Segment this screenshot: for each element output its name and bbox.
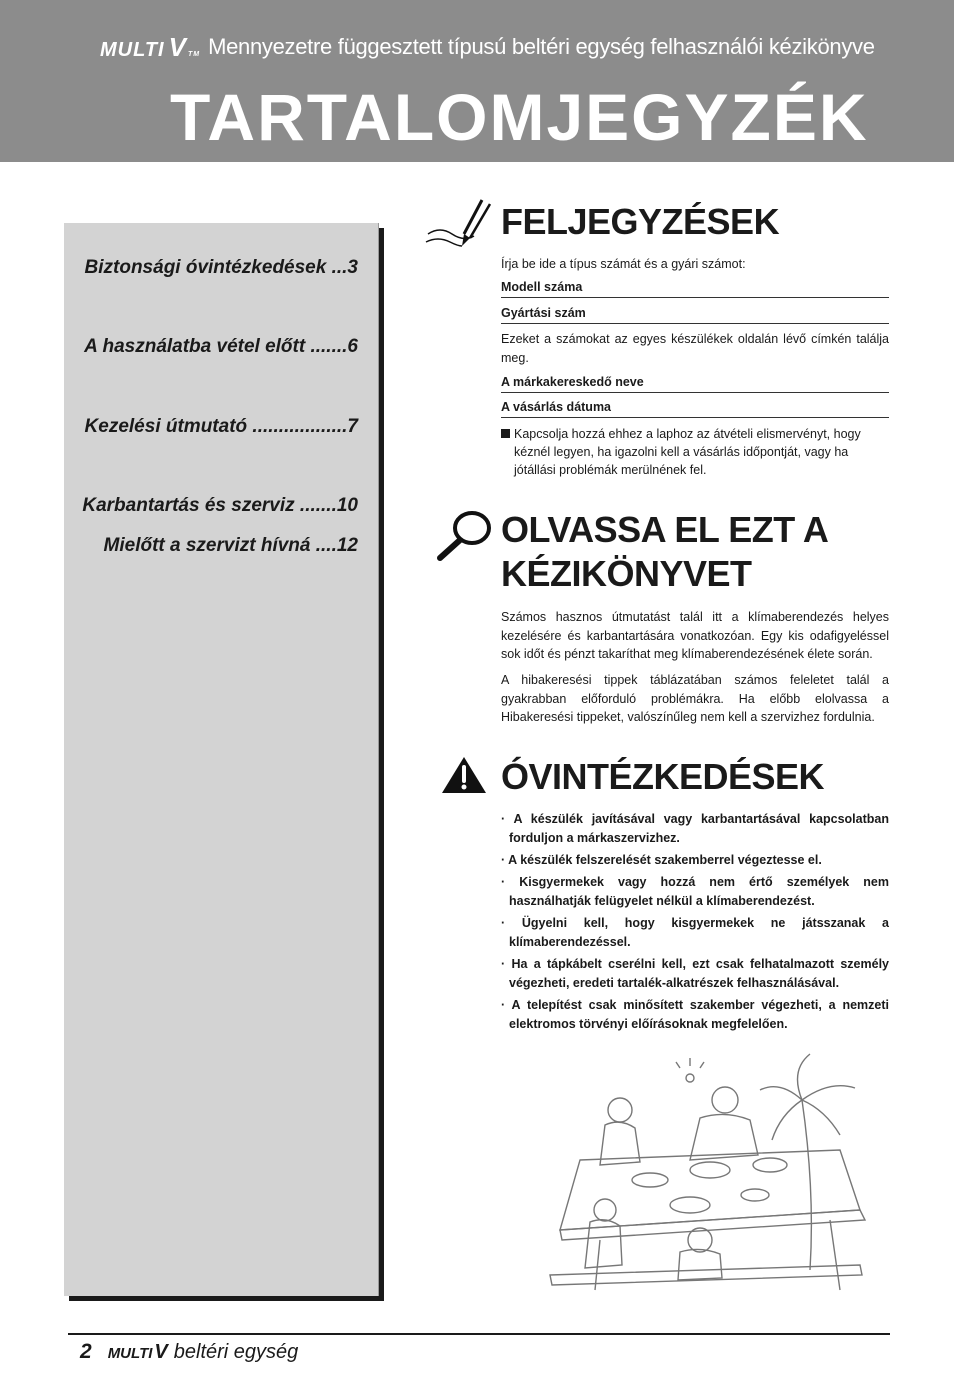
caution-list xyxy=(501,810,889,1037)
header-top-line xyxy=(100,30,875,64)
page-title: TARTALOMJEGYZÉK xyxy=(170,80,869,154)
toc-item-maintenance[interactable]: Karbantartás és szerviz .......10 xyxy=(82,495,358,516)
brand-logo xyxy=(100,32,200,63)
read-manual-title: OLVASSA EL EZT A KÉZIKÖNYVET xyxy=(501,509,828,594)
footer-brand-text: MULTI xyxy=(107,1345,153,1362)
header-subtitle: Mennyezetre függesztett típusú beltéri egység felhasználói kézikönyve xyxy=(208,34,875,59)
family-picnic-illustration xyxy=(540,1040,890,1310)
notes-intro: Írja be ide a típus számát és a gyári számot: xyxy=(501,257,746,271)
receipt-note-text: Kapcsolja hozzá ehhez a laphoz az átvételi elismervényt, hogy kéznél legyen, ha igazolni kell a vásárlás időpontját, vagy ha jótállási problémák merülnének fel. xyxy=(514,427,861,477)
pen-writing-icon xyxy=(424,196,494,252)
toc-item-before-use[interactable]: A használatba vétel előtt .......6 xyxy=(84,336,358,357)
caution-item: · A készülék felszerelését szakemberrel végeztesse el. xyxy=(501,851,889,870)
dealer-name-field[interactable]: A márkakereskedő neve xyxy=(501,375,889,393)
brand-logo-tm: TM xyxy=(187,50,201,58)
footer-divider xyxy=(68,1333,890,1335)
page-number: 2 xyxy=(80,1340,92,1363)
toc-item-troubleshooting[interactable]: Mielőtt a szervizt hívná ....12 xyxy=(103,535,358,556)
caution-item: · Kisgyermekek vagy hozzá nem értő személyek nem használhatják felügyelet nélkül a klímaberendezést. xyxy=(501,873,889,911)
read-para-1: Számos hasznos útmutatást talál itt a klímaberendezés helyes kezelésére és karbantartására vonatkozóan. Egy kis odafigyeléssel sok időt és pénzt takaríthat meg klímaberendezésének élete során. xyxy=(501,610,889,661)
purchase-date-field[interactable]: A vásárlás dátuma xyxy=(501,400,889,418)
toc-item-safety[interactable]: Biztonsági óvintézkedések ...3 xyxy=(84,257,358,278)
caution-item: · A telepítést csak minősített szakember végezheti, a nemzeti elektromos törvényi előírásoknak megfelelően. xyxy=(501,996,889,1034)
label-location-text: Ezeket a számokat az egyes készülékek oldalán lévő címkén találja meg. xyxy=(501,332,889,365)
footer-brand-logo xyxy=(108,1341,168,1364)
notes-title: FELJEGYZÉSEK xyxy=(501,201,780,242)
page-footer xyxy=(80,1340,298,1364)
footer-subtitle: beltéri egység xyxy=(173,1341,299,1363)
brand-logo-v: V xyxy=(168,31,187,62)
caution-item: · Ha a tápkábelt cserélni kell, ezt csak felhatalmazott személy végezheti, eredeti tartalék-alkatrészek felhasználásával. xyxy=(501,955,889,993)
read-para-2: A hibakeresési tippek táblázatában számos feleletet talál a gyakrabban előforduló problémákra. Ha előbb elolvassa a Hibakeresési tippeket, valószínűleg nem kell a szervizhez fordulnia. xyxy=(501,673,889,724)
caution-item: · Ügyelni kell, hogy kisgyermekek ne játsszanak a klímaberendezéssel. xyxy=(501,914,889,952)
square-bullet-icon xyxy=(501,429,510,438)
brand-logo-text: MULTI xyxy=(100,38,165,61)
receipt-note xyxy=(501,425,889,479)
magnifier-icon xyxy=(436,508,494,562)
table-of-contents xyxy=(64,223,379,1296)
footer-brand-v: V xyxy=(154,1341,168,1363)
serial-number-field[interactable]: Gyártási szám xyxy=(501,306,889,324)
caution-title: ÓVINTÉZKEDÉSEK xyxy=(501,756,825,797)
model-number-field[interactable]: Modell száma xyxy=(501,280,889,298)
warning-triangle-icon xyxy=(440,755,488,795)
page-header xyxy=(0,0,954,162)
toc-item-operation[interactable]: Kezelési útmutató ..................7 xyxy=(84,416,358,437)
caution-item: · A készülék javításával vagy karbantartásával kapcsolatban forduljon a márkaszervizhez. xyxy=(501,810,889,848)
